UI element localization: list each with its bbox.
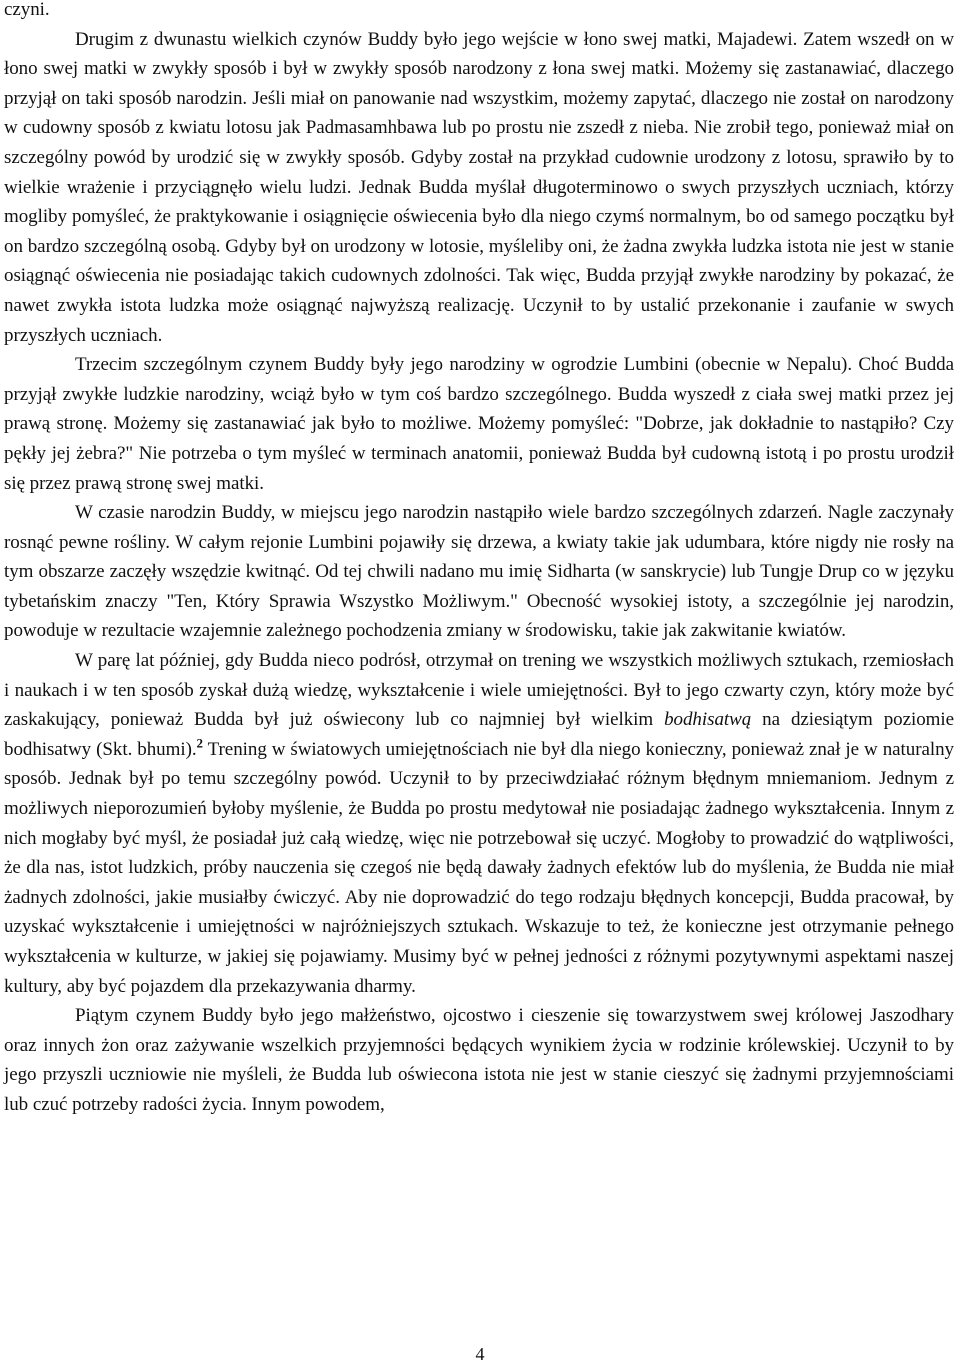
paragraph-text: Drugim z dwunastu wielkich czynów Buddy było jego wejście w łono swej matki, Majadewi. Zatem wszedł on w łono swej matki w zwykły sposób i był w zwykły sposób narodzony z łona swej matki. Możemy się zastanawiać, dlaczego przyjął on taki sposób narodzin. Jeśli miał on panowanie nad wszystkim, możemy zapytać, dlaczego nie został on narodzony w cudowny sposób z kwiatu lotosu jak Padmasamhbawa lub po prostu nie zszedł z nieba. Nie zrobił tego, ponieważ miał on szczególny powód by urodzić się w zwykły sposób. Gdyby został na przykład cudownie urodzony z lotosu, sprawiło by to wielkie wrażenie i przyciągnęło wielu ludzi. Jednak Budda myślał długoterminowo o swych przyszłych uczniach, którzy mogliby pomyśleć, że praktykowanie i osiągnięcie oświecenia było dla niego czymś normalnym, bo od samego początku był on bardzo szczególną osobą. Gdyby był on urodzony w lotosie, myśleliby oni, że żadna zwykła ludzka istota nie jest w stanie osiągnąć oświecenia nie posiadając takich cudownych zdolności. Tak więc, Budda przyjął zwykłe narodziny by pokazać, że nawet zwykła istota ludzka może osiągnąć najwyższą realizację. Uczynił to by ustalić przekonanie i zaufanie w swych przyszłych uczniach. [4, 28, 954, 346]
paragraph [4, 1001, 954, 1119]
paragraph-text: Trening w światowych umiejętnościach nie był dla niego konieczny, ponieważ znał je w naturalny sposób. Jednak był po temu szczególny powód. Uczynił to by przeciwdziałać różnym błędnym mniemaniom. Jednym z możliwych nieporozumień byłoby myślenie, że Budda po prostu medytował nie posiadając żadnego wykształcenia. Innym z nich mogłaby być myśl, że posiadał już całą wiedzę, więc nie potrzebował się uczyć. Mogłoby to prowadzić do wątpliwości, że dla nas, istot ludzkich, próby nauczenia się czegoś nie będą dawały żadnych efektów lub do myślenia, że Budda nie miał żadnych zdolności, jakie musiałby ćwiczyć. Aby nie doprowadzić do tego rodzaju błędnych koncepcji, Budda pracował, by uzyskać wykształcenie i umiejętności w najróżniejszych sztukach. Wskazuje to też, że konieczne jest otrzymanie pełnego wykształcenia w kulturze, w jakiej się pojawiamy. Musimy być w pełnej jedności z różnymi pozytywnymi aspektami naszej kultury, aby być pojazdem dla przekazywania dharmy. [4, 738, 954, 997]
paragraph-text: na dziesiątym poziomie bodhisatwy (Skt. bhumi). [4, 709, 955, 760]
paragraph [4, 350, 954, 498]
italic-term: bodhisatwą [664, 709, 752, 731]
paragraph [4, 498, 954, 646]
footnote-reference[interactable]: 2 [196, 735, 203, 751]
page-number: 4 [475, 1344, 485, 1364]
paragraph [4, 0, 954, 25]
document-body [4, 0, 954, 1120]
paragraph [4, 25, 954, 351]
paragraph-text: Piątym czynem Buddy było jego małżeństwo, ojcostwo i cieszenie się towarzystwem swej królowej Jaszodhary oraz innych żon oraz zażywanie wszelkich przyjemności będących wynikiem życia w rodzinie królewskiej. Uczynił to by jego przyszli uczniowie nie myśleli, że Budda lub oświecona istota nie jest w stanie cieszyć się żadnymi przyjemnościami lub czuć potrzeby radości życia. Innym powodem, [4, 1005, 954, 1115]
paragraph [4, 646, 954, 1001]
paragraph-text: czyni. [4, 0, 50, 20]
paragraph-text: W parę lat później, gdy Budda nieco podrósł, otrzymał on trening we wszystkich możliwych sztukach, rzemiosłach i naukach i w ten sposób zyskał dużą wiedzę, wykształcenie i wiele umiejętności. Był to jego czwarty czyn, który może być zaskakujący, ponieważ Budda był już oświecony lub co najmniej był wielkim [4, 650, 954, 731]
paragraph-text: Trzecim szczególnym czynem Buddy były jego narodziny w ogrodzie Lumbini (obecnie w Nepalu). Choć Budda przyjął zwykłe ludzkie narodziny, wciąż było w tym coś bardzo szczególnego. Budda wyszedł z ciała swej matki przez jej prawą stronę. Możemy się zastanawiać jak było to możliwe. Możemy pomyśleć: "Dobrze, jak dokładnie to nastąpiło? Czy pękły jej żebra?" Nie potrzeba o tym myśleć w terminach anatomii, ponieważ Budda był cudowną istotą i po prostu urodził się przez prawą stronę swej matki. [4, 354, 954, 494]
paragraph-text: W czasie narodzin Buddy, w miejscu jego narodzin nastąpiło wiele bardzo szczególnych zdarzeń. Nagle zaczynały rosnąć pewne rośliny. W całym rejonie Lumbini pojawiły się drzewa, a kwiaty takie jak udumbara, które nigdy nie rosły na tym obszarze zaczęły wszędzie kwitnąć. Od tej chwili nadano mu imię Sidharta (w sanskrycie) lub Tungje Drup co w języku tybetańskim znaczy "Ten, Który Sprawia Wszystko Możliwym." Obecność wysokiej istoty, a szczególnie jej narodzin, powoduje w rezultacie wzajemnie zależnego pochodzenia zmiany w środowisku, takie jak zakwitanie kwiatów. [4, 502, 954, 642]
